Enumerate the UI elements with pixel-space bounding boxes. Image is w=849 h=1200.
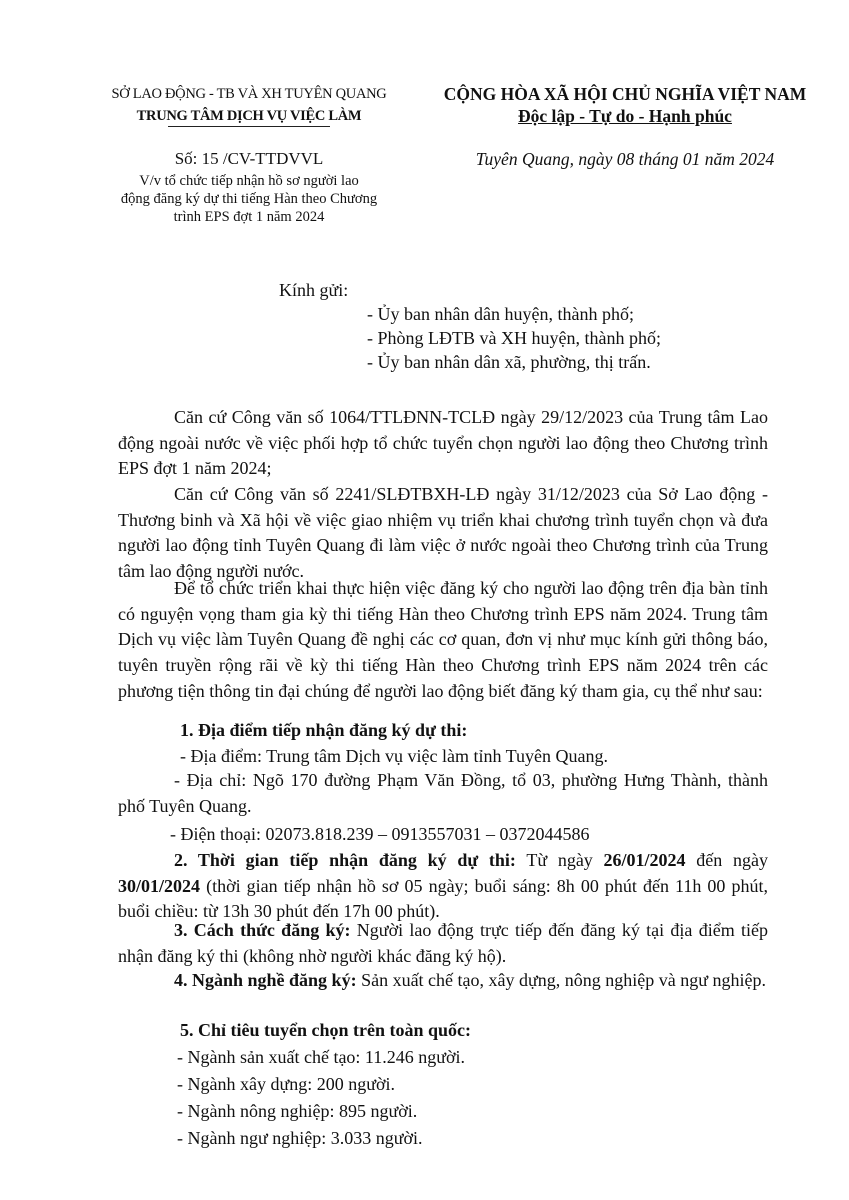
quota-item: - Ngành sản xuất chế tạo: 11.246 người. [177, 1047, 466, 1067]
subject-line-2: động đăng ký dự thi tiếng Hàn theo Chương [120, 191, 378, 207]
nation-title: CỘNG HÒA XÃ HỘI CHỦ NGHĨA VIỆT NAM [443, 84, 807, 104]
paragraph-purpose: Để tổ chức triển khai thực hiện việc đăng ký cho người lao động trên địa bàn tỉnh có nguyện vọng tham gia kỳ thi tiếng Hàn theo Chương trình EPS năm 2024. Trung tâm Dịch vụ việc làm Tuyên Quang đề nghị các cơ quan, đơn vị như mục kính gửi thông báo, tuyên truyền rộng rãi về kỳ thi tiếng Hàn theo Chương trình EPS năm 2024 trên các phương tiện thông tin đại chúng để người lao động biết đăng ký tham gia, cụ thể như sau: [118, 578, 768, 701]
recipients-label: Kính gửi: [279, 280, 349, 300]
recipient-item: - Ủy ban nhân dân xã, phường, thị trấn. [367, 352, 651, 372]
paragraph-legal-basis-1: Căn cứ Công văn số 1064/TTLĐNN-TCLĐ ngày 29/12/2023 của Trung tâm Lao động ngoài nước về việc phối hợp tổ chức tuyển chọn người lao động theo Chương trình EPS đợt 1 năm 2024; [118, 407, 768, 479]
quota-item: - Ngành xây dựng: 200 người. [177, 1074, 396, 1094]
place-date: Tuyên Quang, ngày 08 tháng 01 năm 2024 [475, 149, 775, 169]
section-1-phone: - Điện thoại: 02073.818.239 – 0913557031 – 0372044586 [170, 824, 590, 844]
paragraph-legal-basis-2: Căn cứ Công văn số 2241/SLĐTBXH-LĐ ngày 31/12/2023 của Sở Lao động - Thương binh và Xã hội về việc giao nhiệm vụ triển khai chương trình tuyển chọn và đưa người lao động tỉnh Tuyên Quang đi làm việc ở nước ngoài theo Chương trình của Trung tâm lao động người nước. [118, 484, 768, 582]
section-1-place: - Địa điểm: Trung tâm Dịch vụ việc làm tỉnh Tuyên Quang. [180, 746, 608, 766]
section-3: 3. Cách thức đăng ký: Người lao động trực tiếp đến đăng ký tại địa điểm tiếp nhận đăng ký thi (không nhờ người khác đăng ký hộ). [118, 920, 768, 966]
subject-line-1: V/v tổ chức tiếp nhận hồ sơ người lao [139, 173, 359, 189]
motto: Độc lập - Tự do - Hạnh phúc [518, 106, 732, 126]
agency-line1: SỞ LAO ĐỘNG - TB VÀ XH TUYÊN QUANG [111, 86, 387, 102]
document-number: Số: 15 /CV-TTDVVL [174, 149, 324, 168]
section-5-title: 5. Chỉ tiêu tuyển chọn trên toàn quốc: [180, 1020, 472, 1040]
quota-item: - Ngành nông nghiệp: 895 người. [177, 1101, 418, 1121]
subject-line-3: trình EPS đợt 1 năm 2024 [173, 209, 325, 225]
section-2: 2. Thời gian tiếp nhận đăng ký dự thi: Từ ngày 26/01/2024 đến ngày 30/01/2024 (thời gian tiếp nhận hồ sơ 05 ngày; buổi sáng: 8h 00 phút đến 11h 00 phút, buổi chiều: từ 13h 30 phút đến 17h 00 phút). [118, 850, 769, 922]
agency-line2: TRUNG TÂM DỊCH VỤ VIỆC LÀM [136, 108, 362, 124]
recipient-item: - Ủy ban nhân dân huyện, thành phố; [367, 304, 634, 324]
recipient-item: - Phòng LĐTB và XH huyện, thành phố; [367, 328, 661, 348]
section-1-title: 1. Địa điểm tiếp nhận đăng ký dự thi: [180, 720, 468, 740]
agency-underline [168, 126, 330, 127]
section-4: 4. Ngành nghề đăng ký: Sản xuất chế tạo, xây dựng, nông nghiệp và ngư nghiệp. [174, 970, 766, 990]
section-1-address: - Địa chỉ: Ngõ 170 đường Phạm Văn Đồng, tổ 03, phường Hưng Thành, thành phố Tuyên Quang. [118, 770, 768, 816]
quota-item: - Ngành ngư nghiệp: 3.033 người. [177, 1128, 423, 1148]
